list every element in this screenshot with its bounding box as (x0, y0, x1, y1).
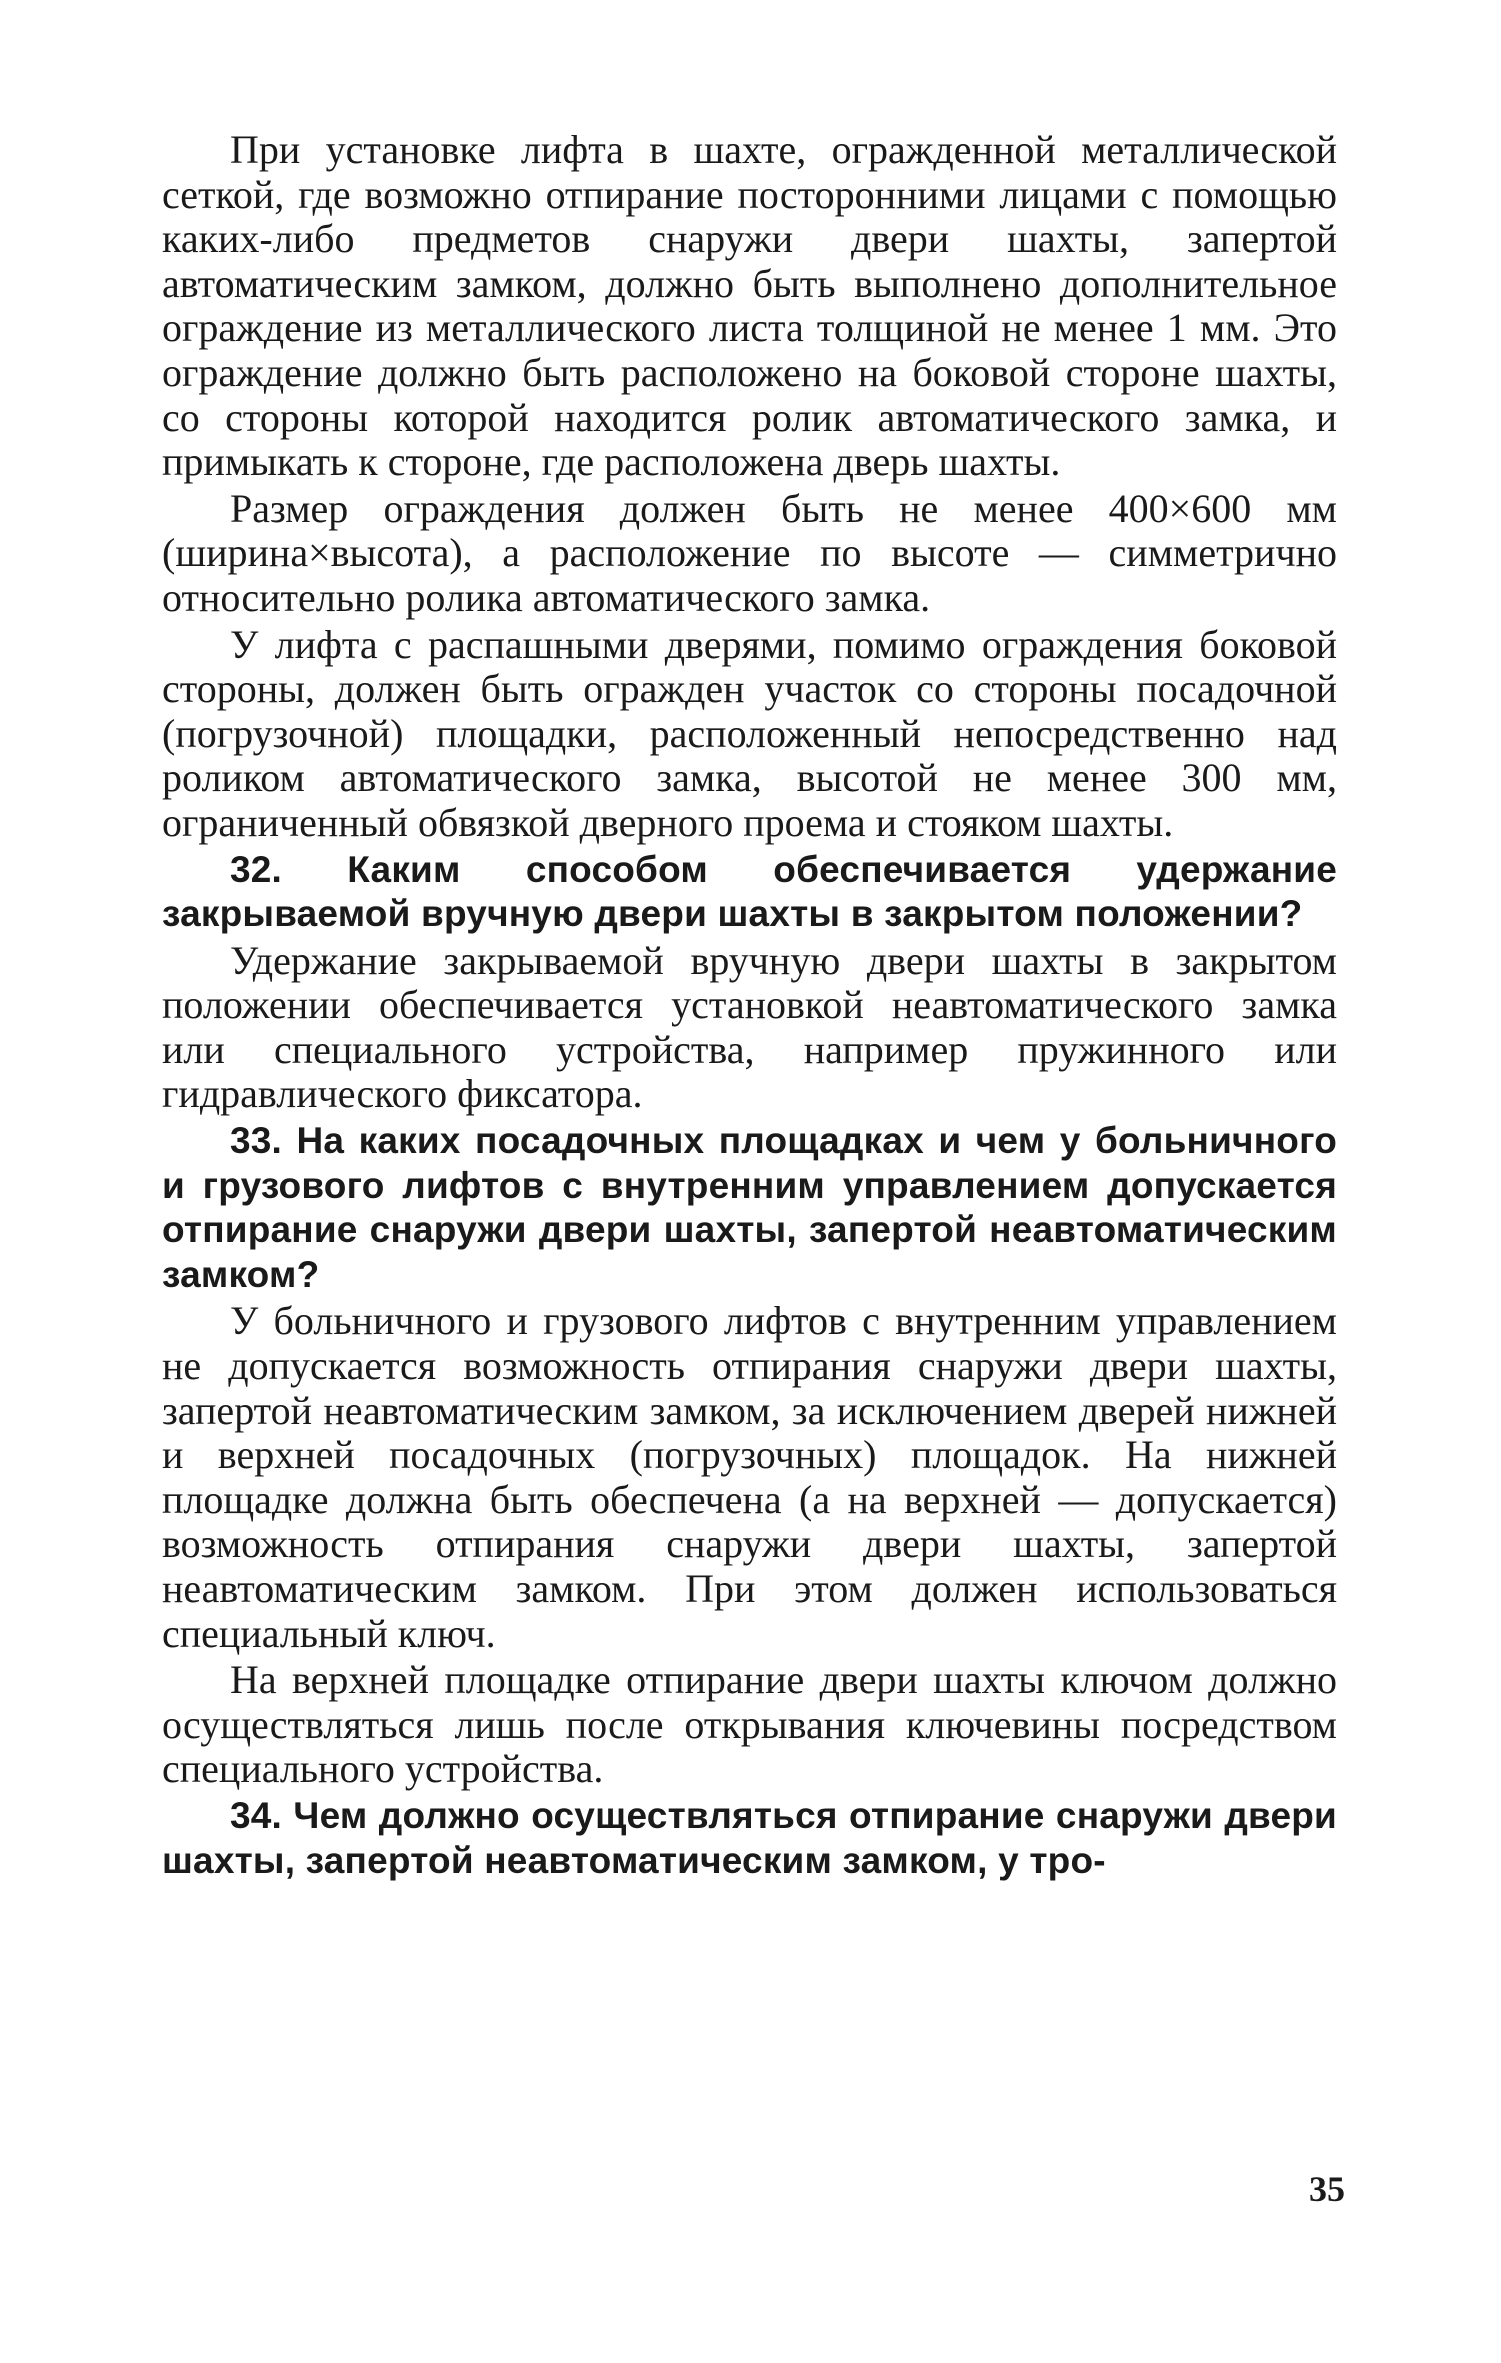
paragraph-upper-landing-key: На верхней площадке отпирание двери шахты ключом должно осуществляться лишь после открывания ключевины посредством специального устройства. (162, 1657, 1337, 1792)
paragraph-metal-mesh-shaft: При установке лифта в шахте, огражденной металлической сеткой, где возможно отпирание посторонними лицами с помощью каких-либо предметов снаружи двери шахты, запертой автоматическим замком, должно быть выполнено дополнительное ограждение из металлического листа толщиной не менее 1 мм. Это ограждение должно быть расположено на боковой стороне шахты, со стороны которой находится ролик автоматического замка, и примыкать к стороне, где расположена дверь шахты. (162, 127, 1337, 485)
page-number: 35 (1309, 2169, 1345, 2209)
paragraph-answer-32: Удержание закрываемой вручную двери шахты в закрытом положении обеспечивается установкой неавтоматического замка или специального устройства, например пружинного или гидравлического фиксатора. (162, 937, 1337, 1117)
page-text-body (162, 128, 1337, 1885)
paragraph-guard-size: Размер ограждения должен быть не менее 400×600 мм (ширина×высота), а расположение по высоте — симметрично относительно ролика автоматического замка. (162, 485, 1337, 620)
paragraph-answer-33: У больничного и грузового лифтов с внутренним управлением не допускается возможность отпирания снаружи двери шахты, запертой неавтоматическим замком, за исключением дверей нижней и верхней посадочных (погрузочных) площадок. На нижней площадке должна быть обеспечена (а на верхней — допускается) возможность отпирания снаружи двери шахты, запертой неавтоматическим замком. При этом должен использоваться специальный ключ. (162, 1298, 1337, 1656)
question-33-heading: 33. На каких посадочных площадках и чем у больничного и грузового лифтов с внутренним управлением допускается отпирание снаружи двери шахты, запертой неавтоматическим замком? (162, 1120, 1337, 1295)
paragraph-swing-doors: У лифта с распашными дверями, помимо ограждения боковой стороны, должен быть огражден участок со стороны посадочной (погрузочной) площадки, расположенный непосредственно над роликом автоматического замка, высотой не менее 300 мм, ограниченный обвязкой дверного проема и стояком шахты. (162, 621, 1337, 845)
question-32-heading: 32. Каким способом обеспечивается удержание закрываемой вручную двери шахты в закрытом положении? (162, 848, 1337, 935)
question-34-heading: 34. Чем должно осуществляться отпирание снаружи двери шахты, запертой неавтоматическим замком, у тро- (162, 1794, 1337, 1881)
